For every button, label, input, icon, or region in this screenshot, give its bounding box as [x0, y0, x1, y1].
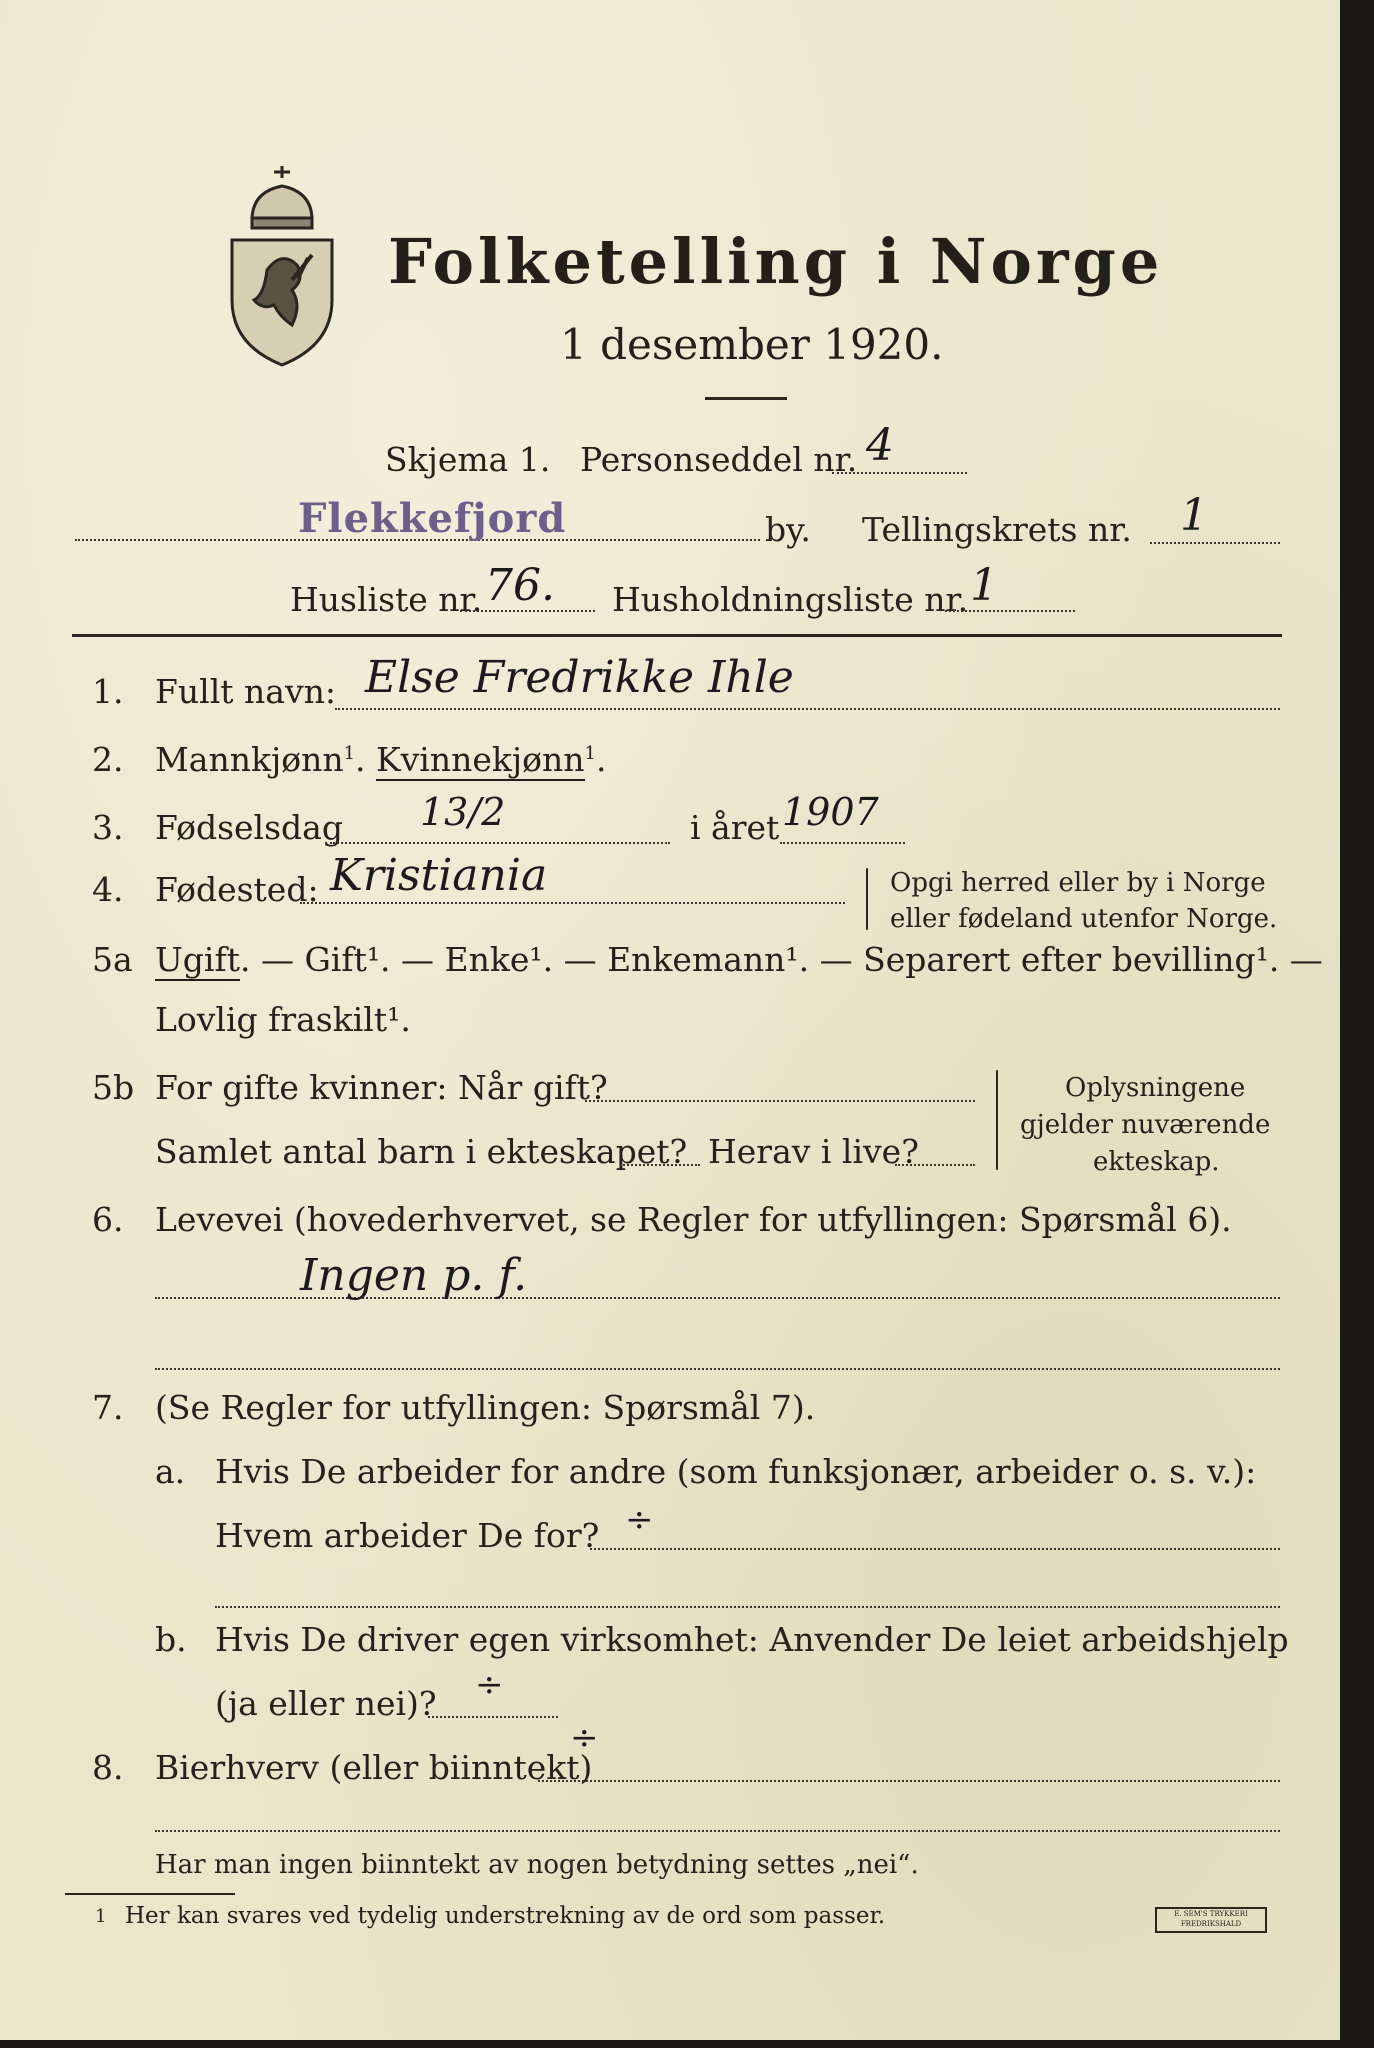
footnote-rule — [65, 1893, 235, 1895]
employer-value: ÷ — [625, 1500, 654, 1540]
personseddel-label: Personseddel nr. — [580, 440, 858, 479]
occupation-field-2[interactable] — [155, 1368, 1280, 1370]
tellingskrets-label: Tellingskrets nr. — [862, 510, 1132, 549]
q5b-line1: For gifte kvinner: Når gift? — [155, 1068, 608, 1107]
q7a-letter: a. — [155, 1452, 186, 1491]
q4-note-line2: eller fødeland utenfor Norge. — [890, 904, 1278, 934]
coat-of-arms-icon — [222, 160, 342, 370]
q6-label: Levevei (hovederhvervet, se Regler for utfyllingen: Spørsmål 6). — [155, 1200, 1232, 1239]
q3-label: Fødselsdag — [155, 808, 343, 847]
sex-options: Mannkjønn$^1$. Kvinnekjønn$^1$. — [155, 740, 607, 779]
q1-number: 1. — [92, 672, 124, 711]
occupation-value: Ingen p. f. — [300, 1250, 528, 1301]
q7b-line2: (ja eller nei)? — [215, 1684, 437, 1723]
husholdning-field[interactable] — [945, 610, 1075, 612]
q7b-line1: Hvis De driver egen virksomhet: Anvender De leiet arbeidshjelp — [215, 1620, 1289, 1659]
full-name-value: Else Fredrikke Ihle — [365, 652, 794, 703]
husliste-value: 76. — [485, 560, 555, 611]
q4-brace — [866, 868, 868, 930]
full-name-field[interactable] — [335, 708, 1280, 710]
side-income-field-2[interactable] — [155, 1830, 1280, 1832]
q8-label: Bierhverv (eller biinntekt) — [155, 1748, 593, 1787]
married-date-field[interactable] — [585, 1100, 975, 1102]
q6-number: 6. — [92, 1200, 124, 1239]
q5b-alive-label: Herav i live? — [708, 1132, 919, 1171]
by-label: by. — [765, 510, 811, 549]
tellingskrets-value: 1 — [1180, 490, 1208, 541]
hired-help-value: ÷ — [475, 1665, 504, 1705]
q7-number: 7. — [92, 1388, 124, 1427]
ugift-option[interactable]: Ugift — [155, 940, 240, 979]
place-stamp: Flekkefjord — [298, 495, 567, 542]
q5b-note2: gjelder nuværende — [1020, 1110, 1271, 1140]
q4-label: Fødested: — [155, 870, 319, 909]
marital-options: Ugift. — Gift¹. — Enke¹. — Enkemann¹. — Separert efter bevilling¹. — — [155, 940, 1323, 979]
footer-note: Har man ingen biinntekt av nogen betydning settes „nei“. — [155, 1850, 919, 1880]
birth-year-field[interactable] — [780, 842, 905, 844]
q8-number: 8. — [92, 1748, 124, 1787]
husholdning-value: 1 — [970, 560, 998, 611]
q7-label: (Se Regler for utfyllingen: Spørsmål 7). — [155, 1388, 816, 1427]
q5b-children-label: Samlet antal barn i ekteskapet? — [155, 1132, 688, 1171]
lovlig-fraskilt-option[interactable]: Lovlig fraskilt¹. — [155, 1000, 411, 1039]
printer-mark: E. SEM'S TRYKKERI FREDRIKSHALD — [1155, 1907, 1267, 1933]
q5b-note3: ekteskap. — [1093, 1147, 1220, 1177]
census-date: 1 desember 1920. — [560, 320, 944, 369]
q5b-brace — [996, 1070, 998, 1170]
birthday-value: 13/2 — [420, 790, 506, 834]
hired-help-field[interactable] — [428, 1716, 558, 1718]
employer-field[interactable] — [590, 1548, 1280, 1550]
title-divider — [705, 397, 787, 400]
birthplace-field[interactable] — [300, 902, 845, 904]
children-count-field[interactable] — [620, 1164, 700, 1166]
q5b-note1: Oplysningene — [1065, 1073, 1246, 1103]
q7a-line1: Hvis De arbeider for andre (som funksjonær, arbeider o. s. v.): — [215, 1452, 1257, 1491]
children-alive-field[interactable] — [895, 1164, 975, 1166]
q2-number: 2. — [92, 740, 124, 779]
personseddel-value: 4 — [866, 420, 894, 471]
q1-label: Fullt navn: — [155, 672, 336, 711]
personseddel-field[interactable] — [832, 472, 967, 474]
employer-field-2[interactable] — [215, 1606, 1280, 1608]
header-divider — [72, 634, 1282, 637]
q7a-line2: Hvem arbeider De for? — [215, 1516, 600, 1555]
footnote-mark: 1 — [95, 1906, 107, 1927]
side-income-field[interactable] — [538, 1780, 1280, 1782]
year-label: i året — [690, 808, 780, 847]
female-option[interactable]: Kvinnekjønn — [376, 740, 585, 779]
footnote-text: Her kan svares ved tydelig understrekning av de ord som passer. — [125, 1903, 886, 1929]
form-title: Folketelling i Norge — [388, 225, 1164, 298]
husholdning-label: Husholdningsliste nr. — [612, 580, 969, 619]
birth-year-value: 1907 — [782, 790, 879, 834]
husliste-label: Husliste nr. — [290, 580, 483, 619]
q4-number: 4. — [92, 870, 124, 909]
q7b-letter: b. — [155, 1620, 187, 1659]
birthday-field[interactable] — [330, 842, 670, 844]
q5a-number: 5a — [92, 940, 133, 979]
tellingskrets-field[interactable] — [1150, 542, 1280, 544]
schema-label: Skjema 1. — [385, 440, 551, 479]
side-income-value: ÷ — [570, 1718, 599, 1758]
male-option[interactable]: Mannkjønn — [155, 740, 344, 779]
birthplace-value: Kristiania — [330, 850, 548, 901]
q4-note-line1: Opgi herred eller by i Norge — [890, 868, 1266, 898]
q3-number: 3. — [92, 808, 124, 847]
q5b-number: 5b — [92, 1068, 135, 1107]
